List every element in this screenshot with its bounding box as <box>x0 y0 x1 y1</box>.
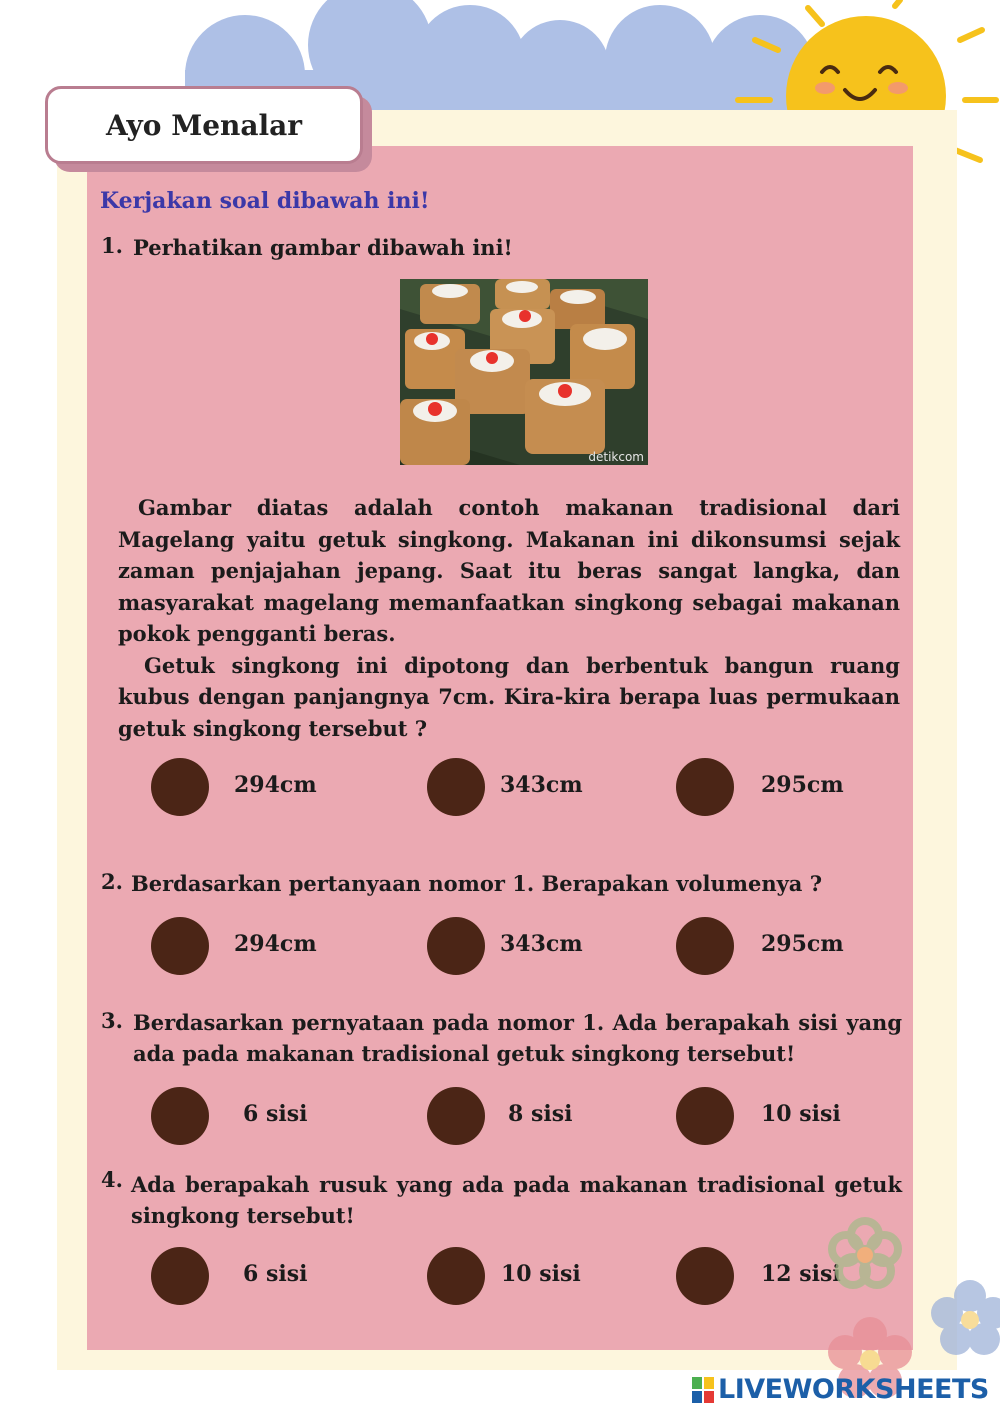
q4-option-c-button[interactable] <box>676 1247 734 1305</box>
q1-option-b-button[interactable] <box>427 758 485 816</box>
q1-option-b-label: 343cm <box>500 772 583 798</box>
liveworksheets-logo-text: LIVEWORKSHEETS <box>718 1374 989 1405</box>
question-1-story <box>118 492 900 744</box>
q4-option-a-label: 6 sisi <box>243 1261 308 1287</box>
q4-option-a-button[interactable] <box>151 1247 209 1305</box>
q2-option-c-label: 295cm <box>761 931 844 957</box>
q4-option-c-label: 12 sisi <box>761 1261 841 1287</box>
q1-option-c-button[interactable] <box>676 758 734 816</box>
q3-option-b-label: 8 sisi <box>508 1101 573 1127</box>
q1-option-c-label: 295cm <box>761 772 844 798</box>
q1-option-a-label: 294cm <box>234 772 317 798</box>
q2-option-a-label: 294cm <box>234 931 317 957</box>
question-1-number: 1. <box>101 233 123 258</box>
getuk-singkong-photo <box>400 279 648 465</box>
q1-option-a-button[interactable] <box>151 758 209 816</box>
question-2-number: 2. <box>101 869 123 894</box>
question-1-paragraph-1: Gambar diatas adalah contoh makanan tradisional dari Magelang yaitu getuk singkong. Makanan ini dikonsumsi sejak zaman penjajahan jepang. Saat itu beras sangat langka, dan masyarakat magelang memanfaatkan singkong sebagai makanan pokok pengganti beras. <box>118 495 900 646</box>
photo-credit: detikcom <box>588 450 644 464</box>
question-1-text: Perhatikan gambar dibawah ini! <box>133 235 513 260</box>
q3-option-a-label: 6 sisi <box>243 1101 308 1127</box>
page-title: Ayo Menalar <box>45 86 363 164</box>
q3-option-a-button[interactable] <box>151 1087 209 1145</box>
q2-option-b-button[interactable] <box>427 917 485 975</box>
question-1-paragraph-2: Getuk singkong ini dipotong dan berbentuk bangun ruang kubus dengan panjangnya 7cm. Kira-kira berapa luas permukaan getuk singkong tersebut ? <box>118 652 900 741</box>
question-2-text: Berdasarkan pertanyaan nomor 1. Berapakan volumenya ? <box>131 871 823 896</box>
q4-option-b-label: 10 sisi <box>501 1261 581 1287</box>
question-3-number: 3. <box>101 1008 123 1033</box>
q3-option-c-label: 10 sisi <box>761 1101 841 1127</box>
q4-option-b-button[interactable] <box>427 1247 485 1305</box>
q2-option-a-button[interactable] <box>151 917 209 975</box>
question-3-text: Berdasarkan pernyataan pada nomor 1. Ada berapakah sisi yang ada pada makanan tradisional getuk singkong tersebut! <box>133 1010 902 1066</box>
instruction-text: Kerjakan soal dibawah ini! <box>100 188 430 214</box>
q3-option-b-button[interactable] <box>427 1087 485 1145</box>
liveworksheets-logo <box>692 1374 989 1405</box>
question-4-text: Ada berapakah rusuk yang ada pada makanan tradisional getuk singkong tersebut! <box>131 1172 902 1228</box>
q2-option-b-label: 343cm <box>500 931 583 957</box>
question-4-number: 4. <box>101 1167 123 1192</box>
liveworksheets-logo-icon <box>692 1377 714 1403</box>
q3-option-c-button[interactable] <box>676 1087 734 1145</box>
q2-option-c-button[interactable] <box>676 917 734 975</box>
